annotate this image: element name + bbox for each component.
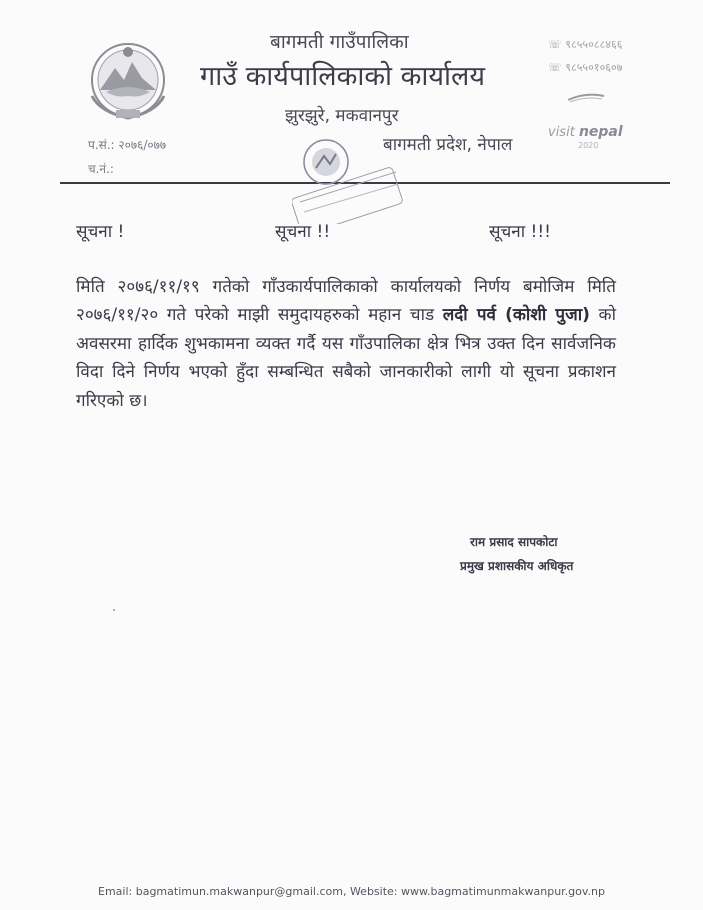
notice-heading-3: सूचना !!! — [489, 222, 551, 242]
dispatch-number: च.नं.: — [88, 162, 114, 176]
notice-heading-2: सूचना !! — [275, 222, 331, 242]
visit-brand: nepal — [578, 124, 623, 140]
municipality-name: बागमती गाउँपालिका — [270, 31, 409, 53]
visit-text: visit — [548, 125, 575, 140]
notice-body-part-2: को अवसरमा हार्दिक शुभकामना व्यक्त गर्दै यस गाँउपालिका क्षेत्र भित्र उक्त दिन सार्वजनिक विदा दिने निर्णय भएको हुँदा सम्बन्धित सबैको जानकारीको लागी यो सूचना प्रकाशन गरिएको छ। — [76, 305, 616, 411]
scan-speck — [113, 609, 115, 611]
decorative-swoosh-icon — [566, 90, 606, 104]
visit-year: 2020 — [578, 141, 599, 150]
address-line-2: बागमती प्रदेश, नेपाल — [383, 135, 513, 155]
notice-body — [76, 273, 616, 415]
signatory-name: राम प्रसाद सापकोटा — [470, 535, 558, 549]
festival-name: लदी पर्व (कोशी पुजा) — [442, 305, 590, 326]
phone-number-2: ९८५५०१०६०७ — [565, 61, 623, 74]
signatory-title: प्रमुख प्रशासकीय अधिकृत — [460, 559, 574, 573]
notice-heading-1: सूचना ! — [76, 222, 125, 242]
office-stamp-icon — [292, 132, 404, 224]
office-title: गाउँ कार्यपालिकाको कार्यालय — [200, 61, 485, 92]
address-line-1: झुरझुरे, मकवानपुर — [285, 106, 399, 126]
footer-contact: Email: bagmatimun.makwanpur@gmail.com, Website: www.bagmatimunmakwanpur.gov.np — [98, 885, 605, 898]
phone-row-2 — [548, 60, 622, 75]
phone-icon: ☏ — [548, 38, 562, 51]
notice-body-part-1: मिति २०७६/११/१९ गतेको गाँउकार्यपालिकाको कार्यालयको निर्णय बमोजिम मिति २०७६/११/२० गते परेको माझी समुदायहरुको महान चाड — [76, 277, 616, 326]
phone-row-1 — [548, 37, 622, 52]
mobile-icon: ☏ — [548, 61, 562, 74]
visit-nepal-logo — [548, 124, 623, 140]
reference-number: प.सं.: २०७६/०७७ — [88, 138, 167, 152]
nepal-emblem-icon — [80, 38, 176, 124]
phone-number-1: ९८५५०८८४६६ — [565, 38, 623, 51]
